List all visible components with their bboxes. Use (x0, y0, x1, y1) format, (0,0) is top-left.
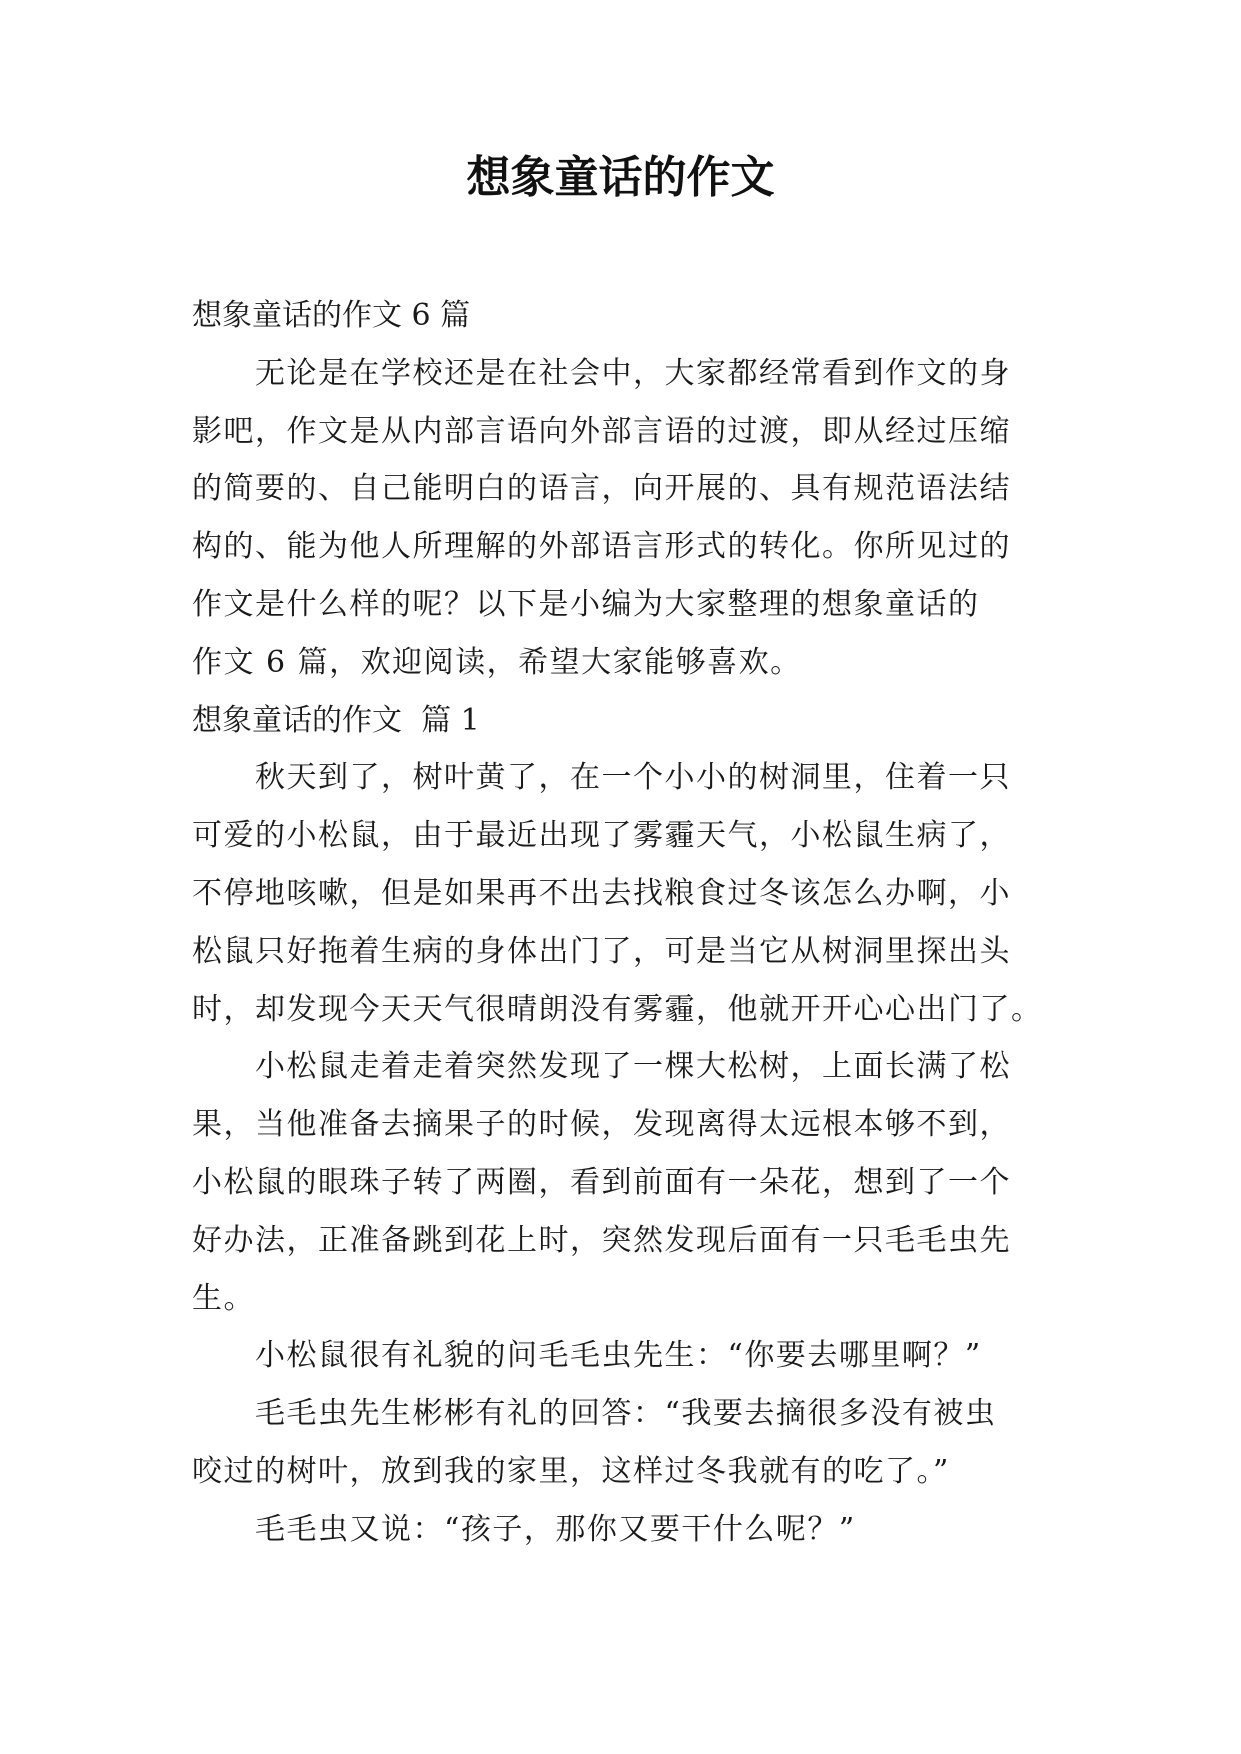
paragraph-line: 作文 6 篇，欢迎阅读，希望大家能够喜欢。 (192, 644, 802, 680)
intro-paragraph (192, 345, 1052, 692)
paragraph-line: 毛毛虫先生彬彬有礼的回答：“我要去摘很多没有被虫 (255, 1396, 997, 1432)
paragraph-line: 小松鼠很有礼貌的问毛毛虫先生：“你要去哪里啊？” (255, 1338, 982, 1374)
paragraph-line: 小松鼠走着走着突然发现了一棵大松树，上面长满了松 (255, 1049, 1011, 1085)
paragraph-line: 无论是在学校还是在社会中，大家都经常看到作文的身 (255, 355, 1011, 391)
story-paragraph-3 (192, 1327, 1052, 1385)
paragraph-line: 作文是什么样的呢？以下是小编为大家整理的想象童话的 (192, 586, 980, 622)
document-subtitle: 想象童话的作文 6 篇 (192, 298, 471, 333)
paragraph-line: 的简要的、自己能明白的语言，向开展的、具有规范语法结 (192, 471, 1011, 507)
paragraph-line: 小松鼠的眼珠子转了两圈，看到前面有一朵花，想到了一个 (192, 1164, 1011, 1200)
paragraph-line: 咬过的树叶，放到我的家里，这样过冬我就有的吃了。” (192, 1453, 950, 1489)
paragraph-line: 影吧，作文是从内部言语向外部言语的过渡，即从经过压缩 (192, 413, 1011, 449)
paragraph-line: 时，却发现今天天气很晴朗没有雾霾，他就开开心心出门了。 (192, 991, 1043, 1027)
paragraph-line: 可爱的小松鼠，由于最近出现了雾霾天气，小松鼠生病了， (192, 818, 1011, 854)
paragraph-line: 果，当他准备去摘果子的时候，发现离得太远根本够不到， (192, 1107, 1011, 1143)
paragraph-line: 不停地咳嗽，但是如果再不出去找粮食过冬该怎么办啊，小 (192, 875, 1011, 911)
story-paragraph-1 (192, 749, 1052, 1038)
section-heading: 想象童话的作文 篇 1 (192, 702, 480, 738)
document-title: 想象童话的作文 (466, 152, 775, 203)
paragraph-line: 构的、能为他人所理解的外部语言形式的转化。你所见过的 (192, 529, 1011, 565)
story-paragraph-2 (192, 1038, 1052, 1327)
story-paragraph-4 (192, 1385, 1052, 1501)
paragraph-line: 毛毛虫又说：“孩子，那你又要干什么呢？” (255, 1511, 856, 1547)
story-paragraph-5 (192, 1501, 1052, 1559)
document-body (192, 287, 1052, 1559)
paragraph-line: 秋天到了，树叶黄了，在一个小小的树洞里，住着一只 (255, 760, 1011, 796)
paragraph-line: 生。 (192, 1280, 255, 1316)
paragraph-line: 松鼠只好拖着生病的身体出门了，可是当它从树洞里探出头 (192, 933, 1011, 969)
paragraph-line: 好办法，正准备跳到花上时，突然发现后面有一只毛毛虫先 (192, 1222, 1011, 1258)
